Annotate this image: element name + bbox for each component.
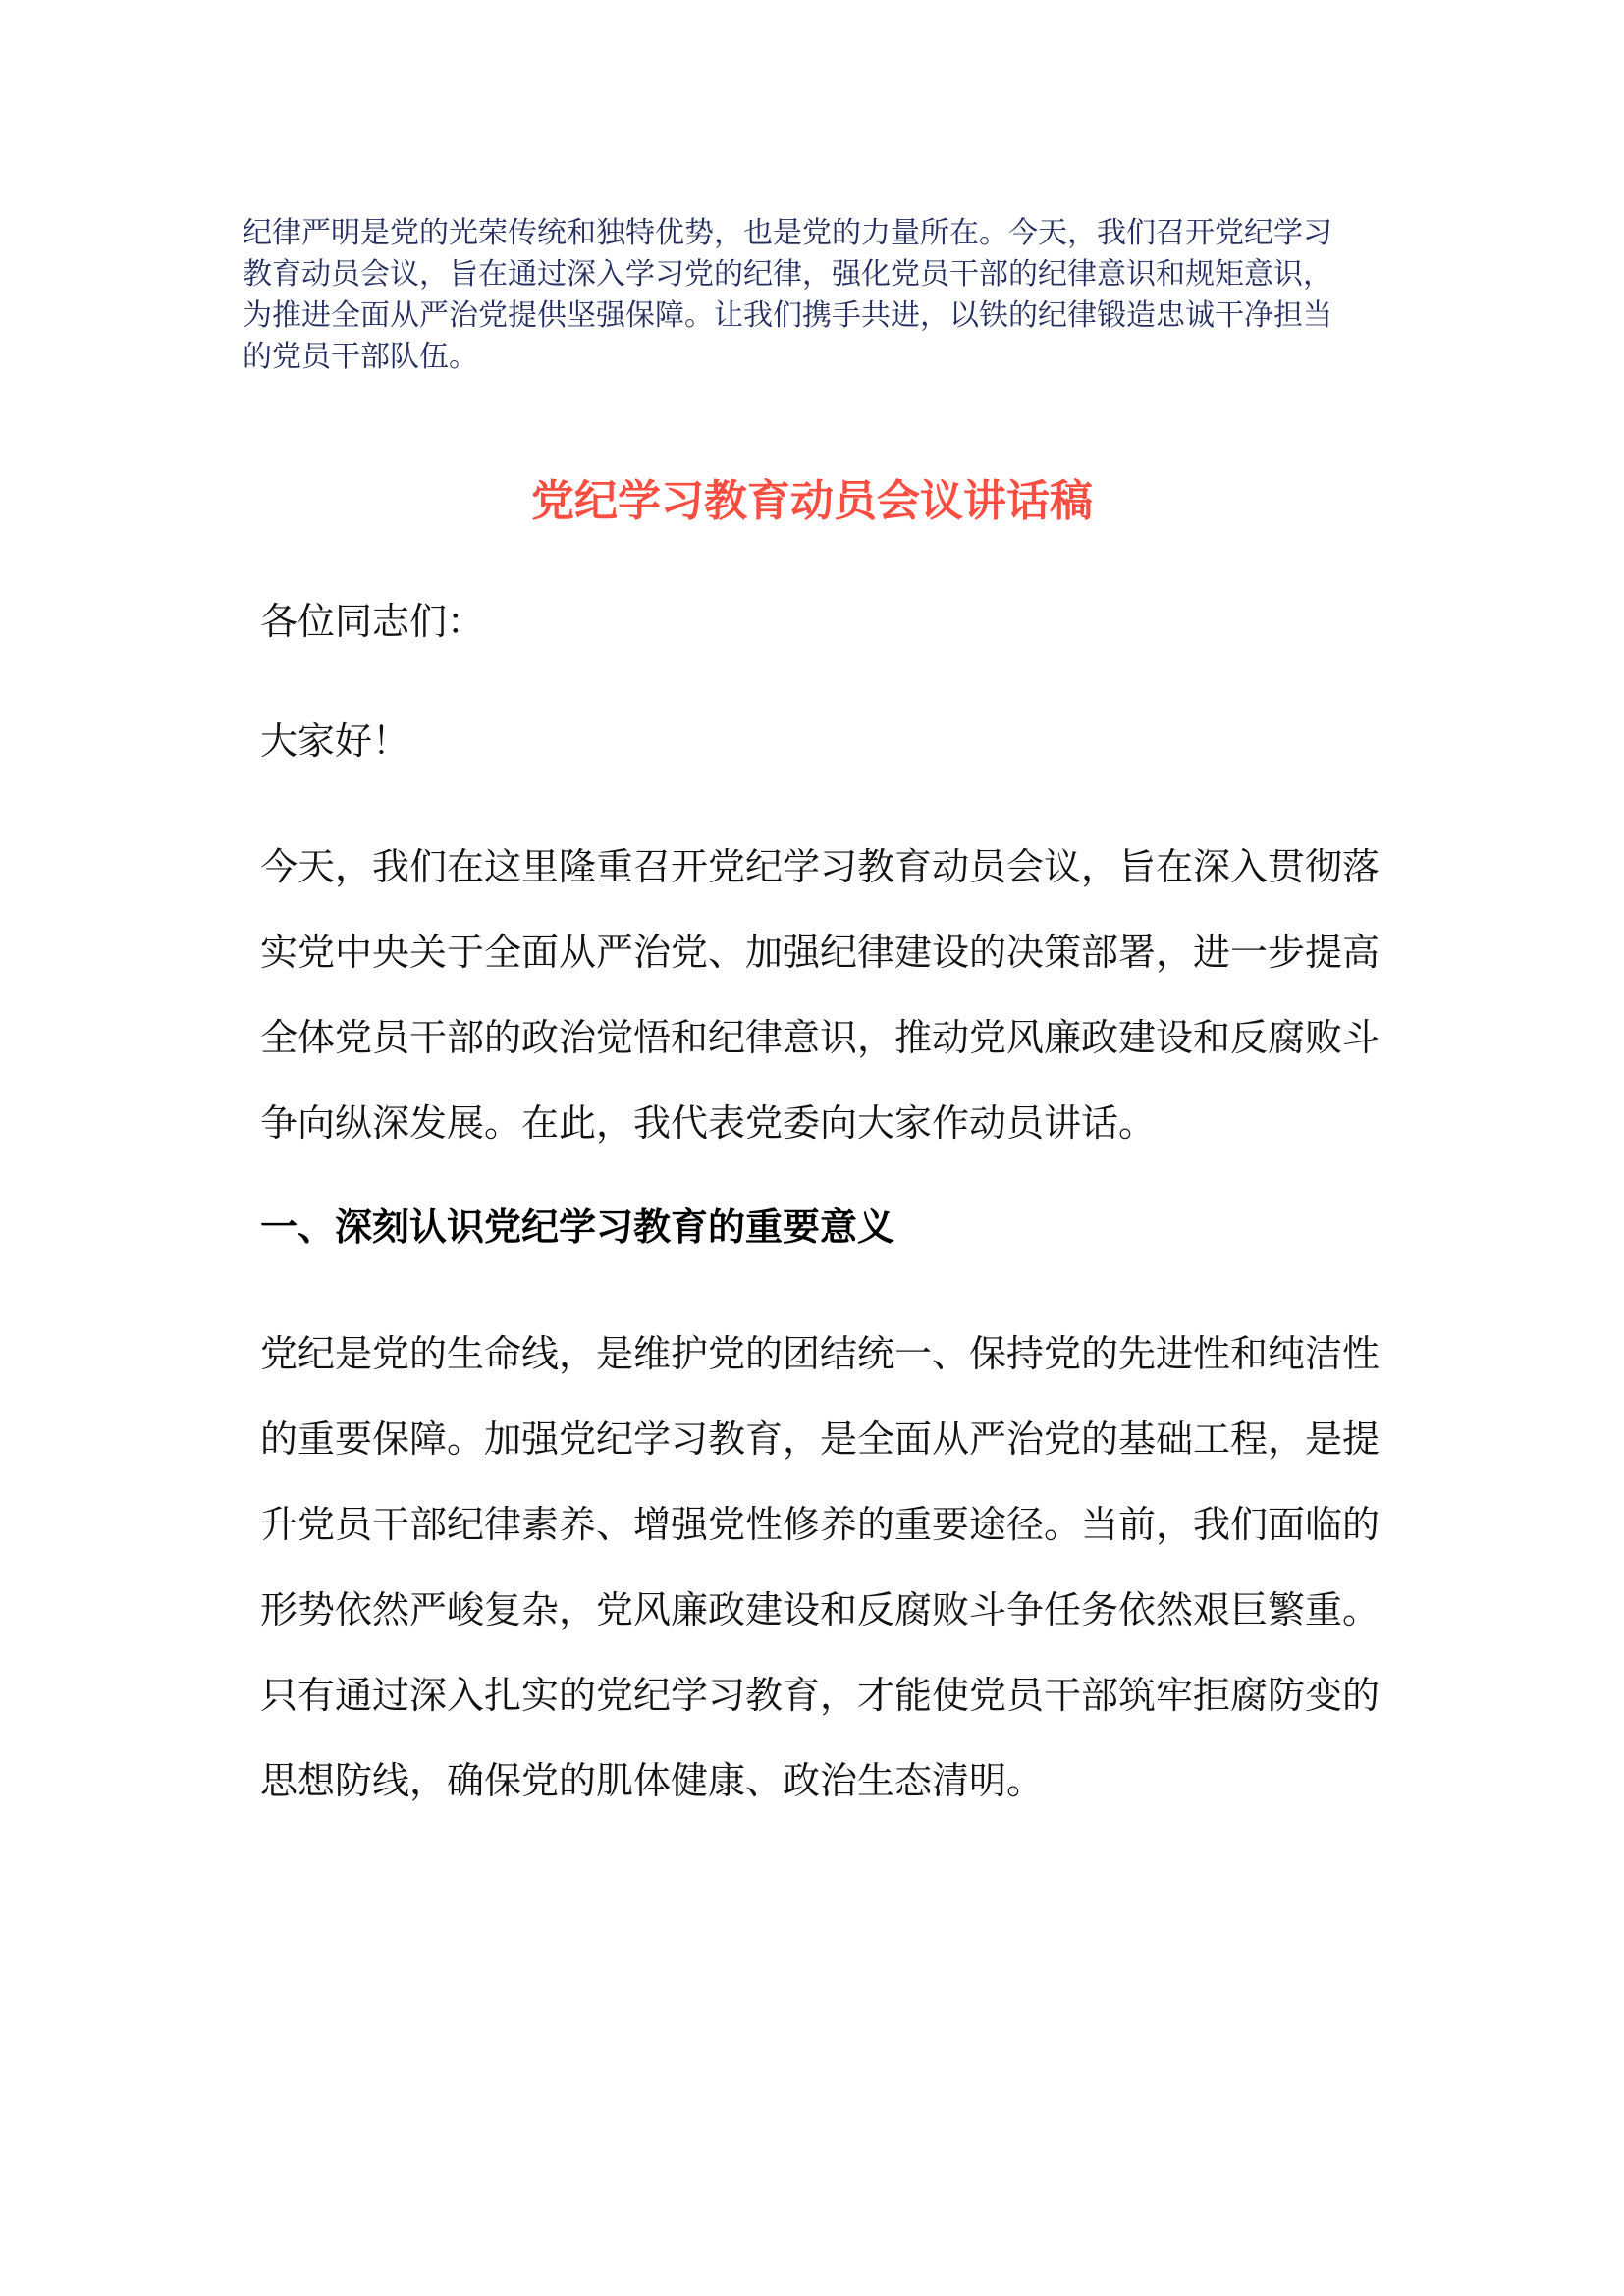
paragraph-line: 升党员干部纪律素养、增强党性修养的重要途径。当前，我们面临的 [260, 1505, 1380, 1546]
paragraph-line: 争向纵深发展。在此，我代表党委向大家作动员讲话。 [260, 1103, 1157, 1145]
paragraph-line: 的重要保障。加强党纪学习教育，是全面从严治党的基础工程，是提 [260, 1419, 1380, 1461]
greeting-line: 大家好！ [260, 721, 410, 763]
paragraph-line: 今天，我们在这里隆重召开党纪学习教育动员会议，旨在深入贯彻落 [260, 847, 1380, 888]
document-title: 党纪学习教育动员会议讲话稿 [531, 477, 1093, 525]
salutation-line: 各位同志们： [260, 602, 485, 643]
paragraph-line: 只有通过深入扎实的党纪学习教育，才能使党员干部筑牢拒腐防变的 [260, 1676, 1380, 1717]
intro-note-line: 的党员干部队伍。 [243, 341, 478, 373]
paragraph-line: 全体党员干部的政治觉悟和纪律意识，推动党风廉政建设和反腐败斗 [260, 1018, 1380, 1059]
intro-note-paragraph [243, 213, 1332, 378]
paragraph-line: 思想防线，确保党的肌体健康、政治生态清明。 [260, 1761, 1045, 1802]
intro-note-line: 教育动员会议，旨在通过深入学习党的纪律，强化党员干部的纪律意识和规矩意识， [243, 258, 1332, 291]
intro-note-line: 为推进全面从严治党提供坚强保障。让我们携手共进，以铁的纪律锻造忠诚干净担当 [243, 299, 1332, 332]
paragraph-line: 党纪是党的生命线，是维护党的团结统一、保持党的先进性和纯洁性 [260, 1334, 1380, 1375]
section-1-heading: 一、深刻认识党纪学习教育的重要意义 [260, 1207, 895, 1249]
paragraph-line: 形势依然严峻复杂，党风廉政建设和反腐败斗争任务依然艰巨繁重。 [260, 1590, 1380, 1631]
opening-paragraph [260, 826, 1380, 1167]
paragraph-line: 实党中央关于全面从严治党、加强纪律建设的决策部署，进一步提高 [260, 933, 1380, 974]
section-1-paragraph [260, 1312, 1380, 1825]
intro-note-line: 纪律严明是党的光荣传统和独特优势，也是党的力量所在。今天，我们召开党纪学习 [243, 217, 1332, 249]
